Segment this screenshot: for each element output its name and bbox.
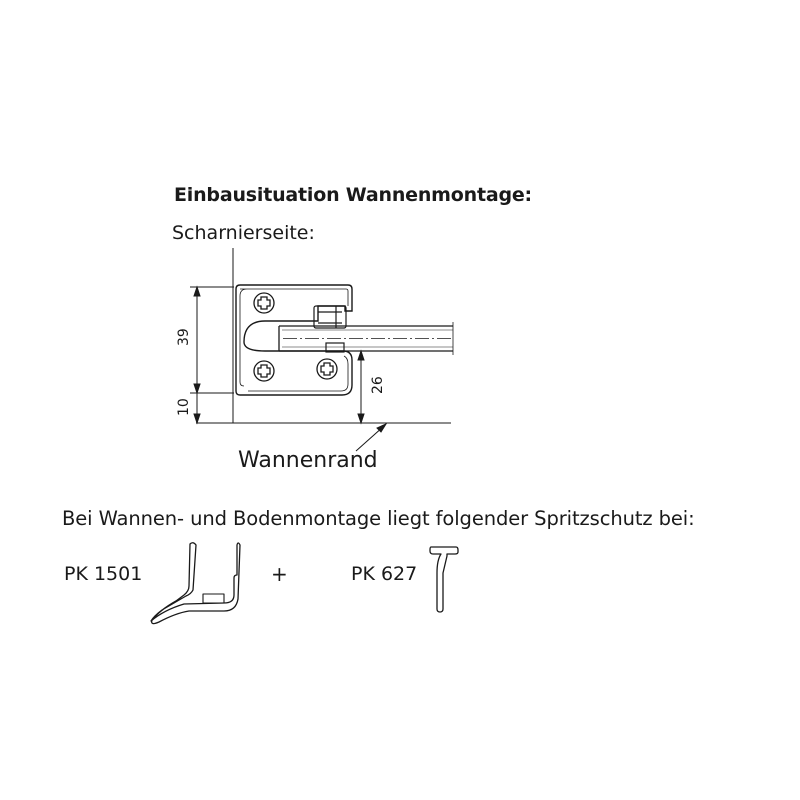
- part-pk1501-label: PK 1501: [64, 563, 143, 585]
- hinge-body: [236, 285, 352, 395]
- phillips-screw-icon: [254, 361, 274, 381]
- phillips-screw-icon: [317, 359, 337, 379]
- glass-panel: [279, 322, 453, 355]
- dimension-10: [194, 393, 200, 423]
- leader-arrow: [356, 424, 386, 451]
- dimension-label-26: 26: [370, 376, 386, 394]
- tub-rim-label: Wannenrand: [238, 448, 378, 473]
- clamp-plate: [314, 306, 346, 352]
- part-pk627-label: PK 627: [351, 563, 418, 585]
- dimension-label-10: 10: [176, 398, 192, 416]
- dimension-39: [190, 287, 234, 393]
- t-seal-profile-icon: [430, 547, 458, 612]
- splash-guard-note: Bei Wannen- und Bodenmontage liegt folgender Spritzschutz bei:: [62, 507, 695, 530]
- plus-sign: +: [271, 562, 288, 586]
- dimension-label-39: 39: [176, 328, 192, 346]
- hinge-side-label: Scharnierseite:: [172, 222, 315, 244]
- seal-profile-icon: [151, 543, 240, 624]
- diagram-title: Einbausituation Wannenmontage:: [174, 184, 532, 206]
- dimension-26: [354, 351, 366, 423]
- phillips-screw-icon: [254, 293, 274, 313]
